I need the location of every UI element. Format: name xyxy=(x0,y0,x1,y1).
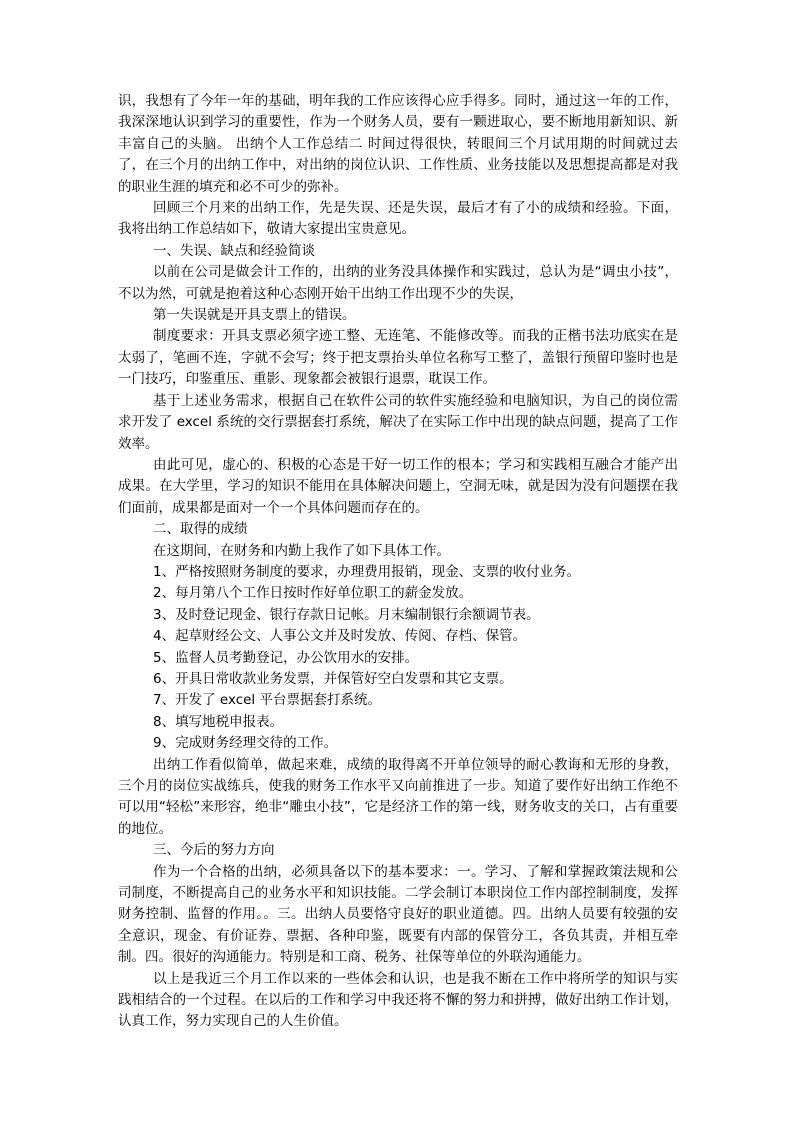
paragraph-cashier-work: 出纳工作看似简单，做起来难，成绩的取得离不开单位领导的耐心教诲和无形的身教，三个月的岗位实战练兵，使我的财务工作水平又向前推进了一步。知道了要作好出纳工作绝不可以用“轻松”来形容，绝非“雕虫小技”，它是经济工作的第一线，财务收支的关口，占有重要的地位。 xyxy=(118,756,678,837)
paragraph-check-rules: 制度要求：开具支票必须字迹工整、无连笔、不能修改等。而我的正楷书法功底实在是太弱了，笔画不连，字就不会写；终于把支票抬头单位名称写工整了，盖银行预留印鉴时也是一门技巧，印鉴重压、重影、现象都会被银行退票，耽误工作。 xyxy=(118,328,678,388)
paragraph-previous-work: 以前在公司是做会计工作的，出纳的业务没具体操作和实践过，总认为是“调虫小技”，不以为然，可就是抱着这种心态刚开始干出纳工作出现不少的失误， xyxy=(118,264,678,302)
paragraph-excel-system: 基于上述业务需求，根据自己在软件公司的软件实施经验和电脑知识，为自己的岗位需求开发了 excel 系统的交行票据套打系统，解决了在实际工作中出现的缺点问题，提高了工作效率。 xyxy=(118,392,678,452)
paragraph-requirements: 作为一个合格的出纳，必须具备以下的基本要求：一。学习、了解和掌握政策法规和公司制度，不断提高自己的业务水平和知识技能。二学会制订本职岗位工作内部控制制度，发挥财务控制、监督的作用。。三。出纳人员要恪守良好的职业道德。四。出纳人员要有较强的安全意识，现金、有价证券、票据、各种印鉴，既要有内部的保管分工，各负其责，并相互牵制。四。很好的沟通能力。特别是和工商、税务、社保等单位的外联沟通能力。 xyxy=(118,863,678,966)
document-body xyxy=(118,91,678,1033)
paragraph-achievements-intro: 在这期间，在财务和内勤上我作了如下具体工作。 xyxy=(153,542,450,559)
section-heading-direction: 三、今后的努力方向 xyxy=(153,842,275,859)
list-item: 7、开发了 excel 平台票据套打系统。 xyxy=(153,692,381,709)
list-item: 9、完成财务经理交待的工作。 xyxy=(153,735,338,752)
paragraph-review-intro: 回顾三个月来的出纳工作，先是失误、还是失误，最后才有了小的成绩和经验。下面，我将出纳工作总结如下，敬请大家提出宝贵意见。 xyxy=(118,200,678,238)
section-heading-mistakes: 一、失误、缺点和经验简谈 xyxy=(153,242,315,259)
list-item: 4、起草财经公文、人事公文并及时发放、传阅、存档、保管。 xyxy=(153,628,527,645)
list-item: 2、每月第八个工作日按时作好单位职工的薪金发放。 xyxy=(153,585,473,602)
list-item: 1、严格按照财务制度的要求，办理费用报销，现金、支票的收付业务。 xyxy=(153,563,581,580)
section-heading-achievements: 二、取得的成绩 xyxy=(153,521,248,538)
paragraph-continuation: 识，我想有了今年一年的基础，明年我的工作应该得心应手得多。同时，通过这一年的工作，我深深地认识到学习的重要性，作为一个财务人员，要有一颗进取心，要不断地用新知识、新丰富自己的头脑。 出纳个人工作总结二 时间过得很快，转眼间三个月试用期的时间就过去了，在三个月的出纳工作中，对出纳的岗位认识、工作性质、业务技能以及思想提高都是对我的职业生涯的填充和必不可少的弥补。 xyxy=(118,93,678,195)
paragraph-first-mistake: 第一失误就是开具支票上的错误。 xyxy=(153,307,356,324)
list-item: 3、及时登记现金、银行存款日记帐。月末编制银行余额调节表。 xyxy=(153,606,540,623)
list-item: 8、填写地税申报表。 xyxy=(153,713,284,730)
list-item: 5、监督人员考勤登记，办公饮用水的安排。 xyxy=(153,649,419,666)
paragraph-attitude: 由此可见，虚心的、积极的心态是干好一切工作的根本；学习和实践相互融合才能产出成果。在大学里，学习的知识不能用在具体解决问题上，空洞无味，就是因为没有问题摆在我们面前，成果都是面对一个一个具体问题而存在的。 xyxy=(118,456,678,516)
list-item: 6、开具日常收款业务发票，并保管好空白发票和其它支票。 xyxy=(153,670,513,687)
paragraph-conclusion: 以上是我近三个月工作以来的一些体会和认识，也是我不断在工作中将所学的知识与实践相结合的一个过程。在以后的工作和学习中我还将不懈的努力和拼搏，做好出纳工作计划，认真工作，努力实现自己的人生价值。 xyxy=(118,970,678,1030)
